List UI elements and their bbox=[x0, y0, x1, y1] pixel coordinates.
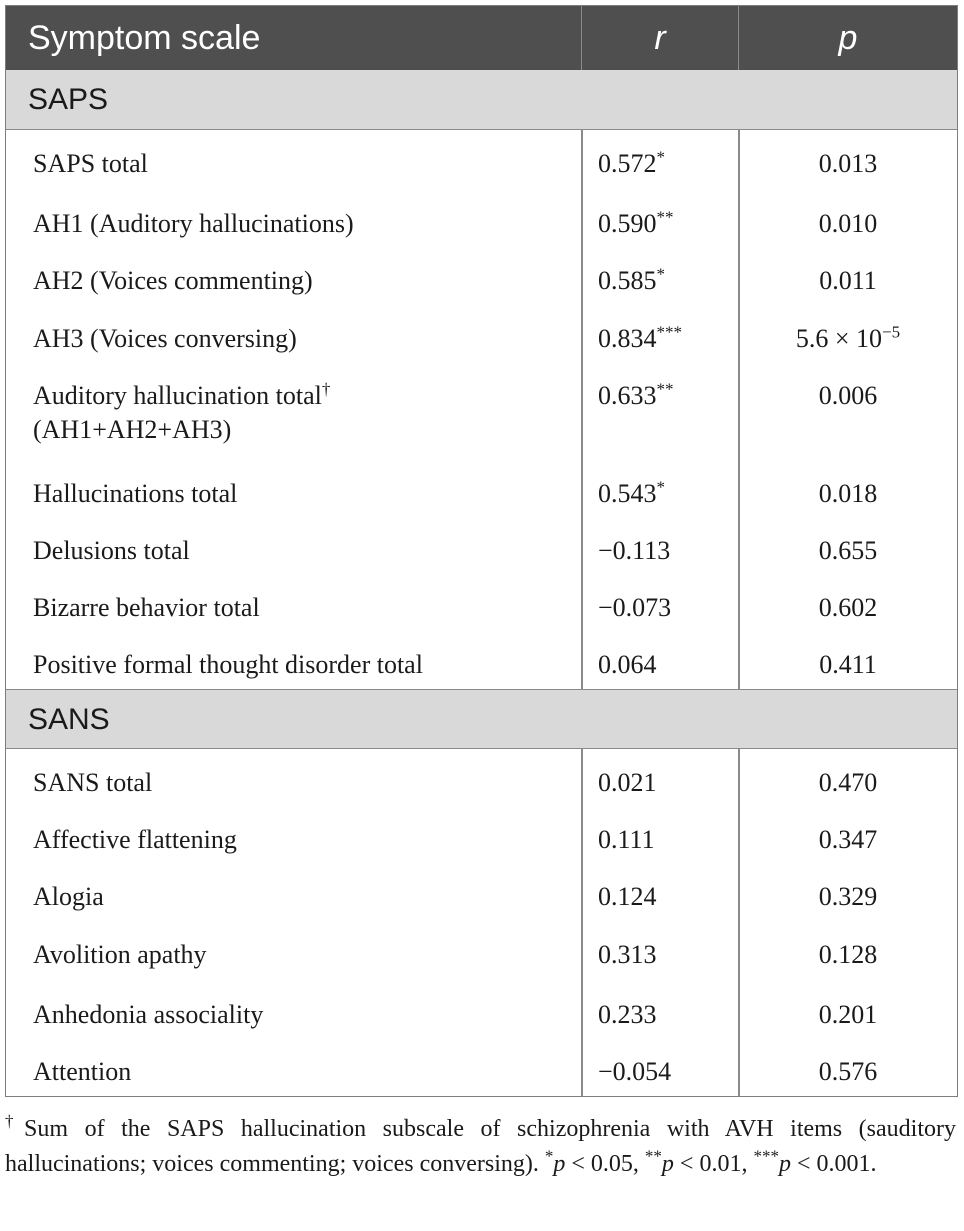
r-value: 0.572* bbox=[598, 147, 665, 178]
column-divider bbox=[738, 749, 740, 1097]
r-value: 0.233 bbox=[598, 1000, 657, 1029]
row-label: Affective flattening bbox=[33, 825, 237, 854]
table-footnote: †Sum of the SAPS hallucination subscale of schizophrenia with AVH items (sauditory hallucinations; voices commenting; voices conversing). *p < 0.05, **p < 0.01, ***p < 0.001. bbox=[5, 1111, 956, 1177]
p-value: 0.470 bbox=[818, 768, 878, 797]
header-p: p bbox=[838, 19, 858, 57]
r-value: 0.064 bbox=[598, 650, 657, 679]
header-symptom-scale: Symptom scale bbox=[28, 19, 261, 57]
row-label: Hallucinations total bbox=[33, 479, 238, 508]
section-title: SANS bbox=[28, 703, 110, 736]
r-value: 0.111 bbox=[598, 825, 655, 854]
p-value: 0.576 bbox=[818, 1057, 878, 1086]
row-label: AH1 (Auditory hallucinations) bbox=[33, 209, 354, 238]
p-value: 0.010 bbox=[818, 209, 878, 238]
r-value: −0.073 bbox=[598, 593, 672, 622]
row-label: Positive formal thought disorder total bbox=[33, 650, 423, 679]
row-label: Anhedonia associality bbox=[33, 1000, 264, 1029]
row-label: AH3 (Voices conversing) bbox=[33, 324, 297, 353]
p-value: 0.655 bbox=[818, 536, 878, 565]
row-label: Avolition apathy bbox=[33, 940, 207, 969]
column-divider bbox=[581, 749, 583, 1097]
p-value: $5.6 \times 10^{-5}$ bbox=[795, 322, 901, 353]
row-label: Auditory hallucination total† (AH1+AH2+AH3) bbox=[33, 379, 331, 444]
table-header bbox=[6, 6, 957, 70]
r-value: 0.313 bbox=[598, 940, 657, 969]
r-value: 0.021 bbox=[598, 768, 657, 797]
p-value: 0.201 bbox=[818, 1000, 878, 1029]
row-label: Bizarre behavior total bbox=[33, 593, 260, 622]
row-label: AH2 (Voices commenting) bbox=[33, 266, 313, 295]
p-value: 0.602 bbox=[818, 593, 878, 622]
p-value: 0.128 bbox=[818, 940, 878, 969]
r-value: 0.543* bbox=[598, 477, 665, 508]
r-value: 0.633** bbox=[598, 379, 674, 410]
table-row bbox=[6, 379, 957, 459]
p-value: 0.018 bbox=[818, 479, 878, 508]
r-value: 0.590** bbox=[598, 207, 674, 238]
header-r: r bbox=[654, 19, 666, 57]
p-value: 0.011 bbox=[819, 266, 877, 295]
p-value: 0.411 bbox=[819, 650, 877, 679]
section-title: SAPS bbox=[28, 83, 109, 116]
correlation-table bbox=[5, 5, 958, 1097]
section-saps bbox=[6, 70, 957, 130]
r-value: 0.834*** bbox=[598, 322, 682, 353]
row-label: SAPS total bbox=[33, 149, 148, 178]
section-sans bbox=[6, 689, 957, 749]
p-value: 0.347 bbox=[818, 825, 878, 854]
p-value: 0.013 bbox=[818, 149, 878, 178]
row-label: Delusions total bbox=[33, 536, 190, 565]
r-value: −0.054 bbox=[598, 1057, 672, 1086]
r-value: 0.585* bbox=[598, 264, 665, 295]
p-value: 0.329 bbox=[818, 882, 878, 911]
row-label: Alogia bbox=[33, 882, 104, 911]
dagger-mark: † bbox=[5, 1111, 25, 1131]
r-value: −0.113 bbox=[598, 536, 671, 565]
r-value: 0.124 bbox=[598, 882, 657, 911]
row-label: SANS total bbox=[33, 768, 153, 797]
p-value: 0.006 bbox=[818, 381, 878, 410]
row-label: Attention bbox=[33, 1057, 132, 1086]
